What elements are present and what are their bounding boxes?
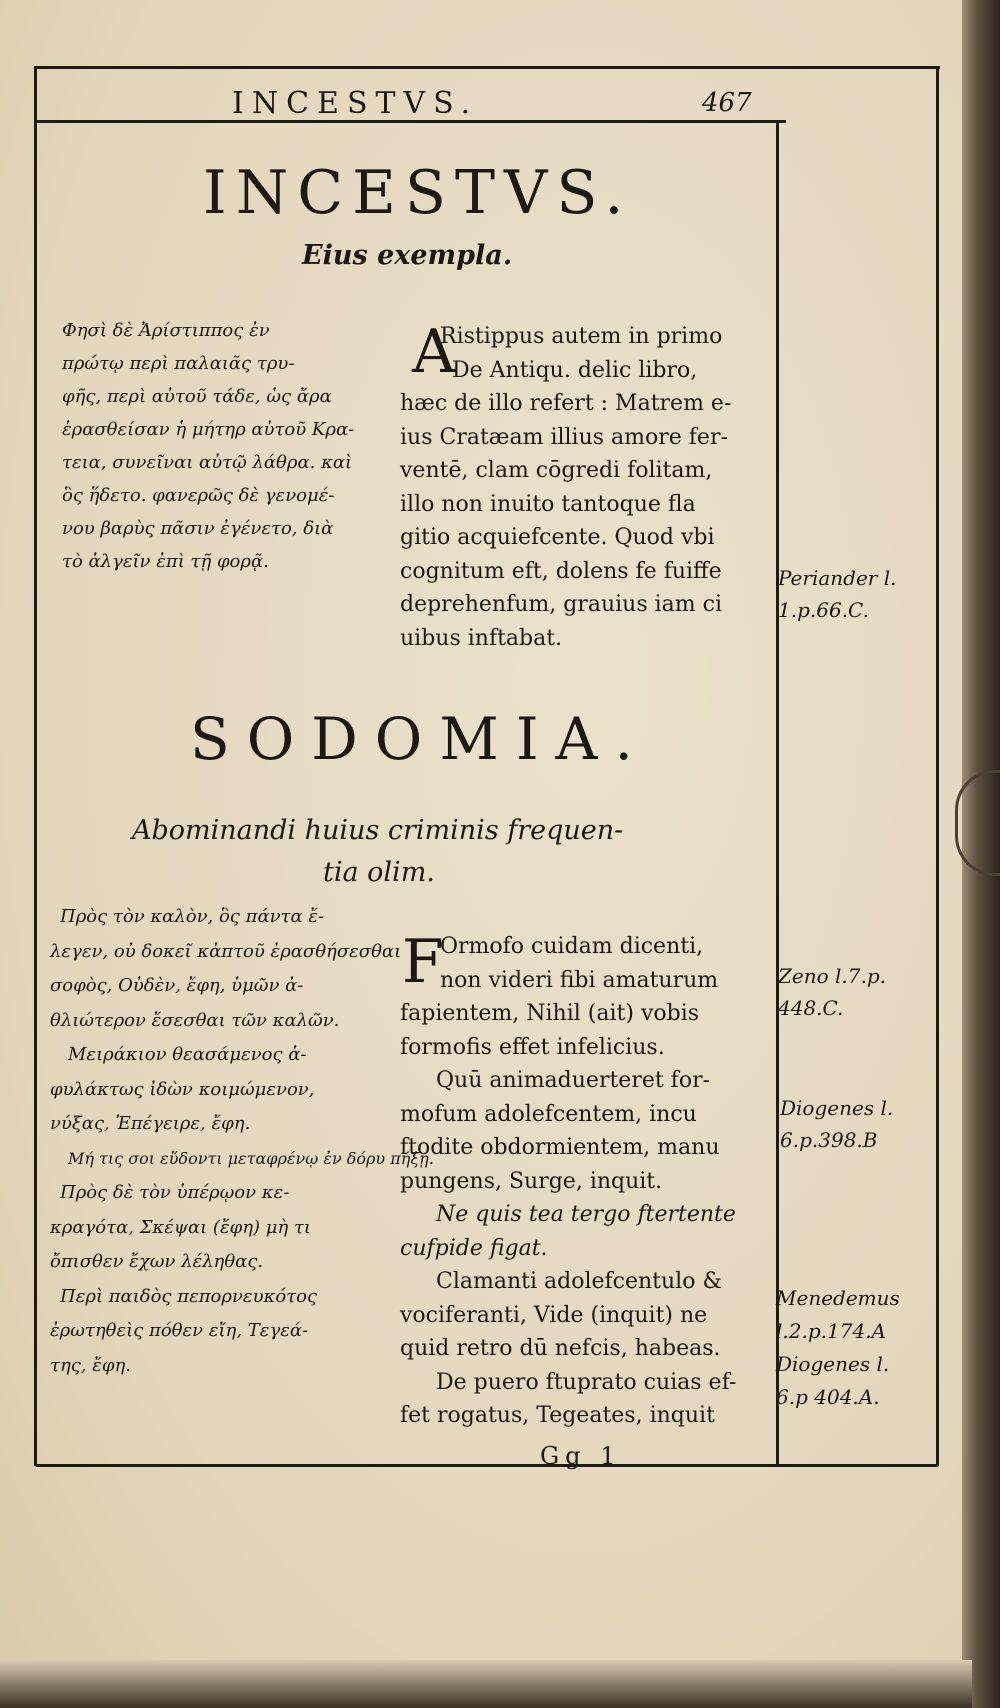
- margin-note-line: 6.p 404.A.: [776, 1385, 880, 1409]
- greek-line: λεγεν, οὐ δοκεῖ κἀπτοῦ ἐρασθήσεσθαι: [50, 940, 402, 962]
- margin-note-line: 6.p.398.B: [780, 1128, 878, 1152]
- latin-line: Ne quis tea tergo ftertente: [436, 1202, 736, 1227]
- section-title-sodomia: SODOMIA.: [190, 705, 650, 773]
- greek-line: Πρὸς δὲ τὸν ὑπέρῳον κε-: [60, 1182, 290, 1203]
- latin-line: fet rogatus, Tegeates, inquit: [400, 1403, 715, 1428]
- latin-line: Ristippus autem in primo: [440, 324, 723, 349]
- column-divider-rule: [776, 120, 779, 1465]
- latin-line: formofis effet infelicius.: [400, 1034, 665, 1060]
- section-subtitle-sodomia-line2: tia olim.: [323, 857, 435, 888]
- greek-line: ὃς ἥδετο. φανερῶς δὲ γενομέ-: [62, 485, 335, 506]
- latin-text-sodomia: [400, 927, 737, 1433]
- section-subtitle-incestus: Eius exempla.: [302, 240, 513, 271]
- latin-line: vociferanti, Vide (inquit) ne: [400, 1302, 708, 1328]
- drop-cap-a: A: [412, 317, 456, 387]
- greek-line: Φησὶ δὲ Ἀρίστιππος ἐν: [62, 320, 270, 341]
- latin-line: quid retro dū nefcis, habeas.: [400, 1336, 721, 1361]
- latin-line: uibus inftabat.: [400, 625, 563, 651]
- latin-line: ius Cratæam illius amore fer-: [400, 424, 728, 450]
- margin-note-line: Zeno l.7.p.: [778, 964, 887, 988]
- drop-cap-f: F: [402, 927, 444, 997]
- left-frame-rule: [34, 66, 37, 1466]
- margin-note-periander: [778, 562, 896, 626]
- latin-line: Quū animaduerteret for-: [436, 1068, 711, 1093]
- margin-note-line: 1.p.66.C.: [778, 598, 869, 622]
- greek-line: Μή τις σοι εὕδοντι μεταφρένῳ ἐν δόρυ πήξῃ.: [68, 1148, 434, 1168]
- section-title-incestus: INCESTVS.: [203, 158, 633, 228]
- latin-line: Clamanti adolefcentulo &: [436, 1269, 723, 1294]
- bottom-frame-rule: [36, 1464, 938, 1467]
- greek-line: κραγότα, Σκέψαι (ἔφη) μὴ τι: [50, 1216, 311, 1238]
- margin-note-line: Periander l.: [778, 566, 897, 590]
- latin-line: De Antiqu. delic libro,: [452, 357, 698, 383]
- greek-line: τὸ ἀλγεῖν ἐπὶ τῇ φορᾷ.: [62, 551, 269, 572]
- greek-line: φῆς, περὶ αὐτοῦ τάδε, ὡς ἄρα: [62, 386, 332, 407]
- latin-line: gitio acquiefcente. Quod vbi: [400, 525, 715, 550]
- page-bottom-edge: [0, 1660, 972, 1708]
- latin-line: hæc de illo refert : Matrem e-: [400, 391, 732, 416]
- margin-note-menedemus: [776, 1282, 900, 1414]
- right-frame-rule: [936, 66, 939, 1466]
- latin-line: non videri fibi amaturum: [440, 967, 719, 993]
- latin-text-incestus: [400, 317, 732, 655]
- latin-line: ftodite obdormientem, manu: [400, 1135, 720, 1160]
- greek-line: ἐρασθείσαν ἡ μήτηρ αὐτοῦ Κρα-: [62, 419, 355, 440]
- greek-line: ἐρωτηθεὶς πόθεν εἴη, Τεγεά-: [50, 1320, 309, 1341]
- section-subtitle-sodomia-line1: Abominandi huius criminis frequen-: [132, 815, 624, 846]
- greek-line: της, ἔφη.: [50, 1354, 132, 1376]
- latin-line: De puero ftuprato cuias ef-: [436, 1369, 737, 1395]
- page-number: 467: [702, 88, 752, 118]
- latin-line: deprehenfum, grauius iam ci: [400, 592, 722, 617]
- greek-line: Περὶ παιδὸς πεπορνευκότος: [60, 1285, 318, 1307]
- latin-line: pungens, Surge, inquit.: [400, 1168, 663, 1194]
- greek-line: νύξας, Ἐπέγειρε, ἔφη.: [50, 1113, 251, 1134]
- signature-mark: Gg 1: [540, 1442, 622, 1470]
- latin-line: fapientem, Nihil (ait) vobis: [400, 1001, 700, 1026]
- latin-line: cognitum eft, dolens fe fuiffe: [400, 558, 722, 584]
- greek-line: πρώτῳ περὶ παλαιᾶς τρυ-: [62, 353, 295, 374]
- greek-line: νου βαρὺς πᾶσιν ἐγένετο, διὰ: [62, 518, 334, 539]
- margin-note-line: Diogenes l.: [776, 1352, 890, 1376]
- margin-note-zeno: [778, 960, 886, 1024]
- greek-line: θλιώτερον ἔσεσθαι τῶν καλῶν.: [50, 1009, 340, 1031]
- greek-line: φυλάκτως ἰδὼν κοιμώμενον,: [50, 1078, 315, 1100]
- greek-line: ὄπισθεν ἔχων λέληθας.: [50, 1251, 264, 1272]
- running-header: INCESTVS.: [232, 86, 479, 121]
- latin-line: illo non inuito tantoque fla: [400, 491, 696, 517]
- margin-note-line: Menedemus: [776, 1286, 900, 1310]
- greek-text-sodomia: [50, 900, 434, 1383]
- margin-note-line: l.2.p.174.A: [776, 1319, 886, 1343]
- greek-line: Μειράκιον θεασάμενος ἀ-: [68, 1044, 307, 1065]
- greek-text-incestus: [62, 314, 354, 578]
- greek-line: Πρὸς τὸν καλὸν, ὃς πάντα ἔ-: [60, 906, 325, 927]
- greek-line: τεια, συνεῖναι αὐτῷ λάθρα. καὶ: [62, 452, 353, 473]
- latin-line: Ormofo cuidam dicenti,: [440, 934, 704, 959]
- margin-note-diogenes: [780, 1092, 893, 1156]
- greek-line: σοφὸς, Οὐδὲν, ἔφη, ὑμῶν ἀ-: [50, 975, 304, 996]
- latin-line: mofum adolefcentem, incu: [400, 1101, 697, 1127]
- latin-line: ventē, clam cōgredi folitam,: [400, 458, 713, 483]
- margin-note-line: Diogenes l.: [780, 1096, 894, 1120]
- margin-note-line: 448.C.: [778, 996, 844, 1020]
- top-frame-rule: [36, 66, 940, 69]
- latin-line: cufpide figat.: [400, 1235, 548, 1261]
